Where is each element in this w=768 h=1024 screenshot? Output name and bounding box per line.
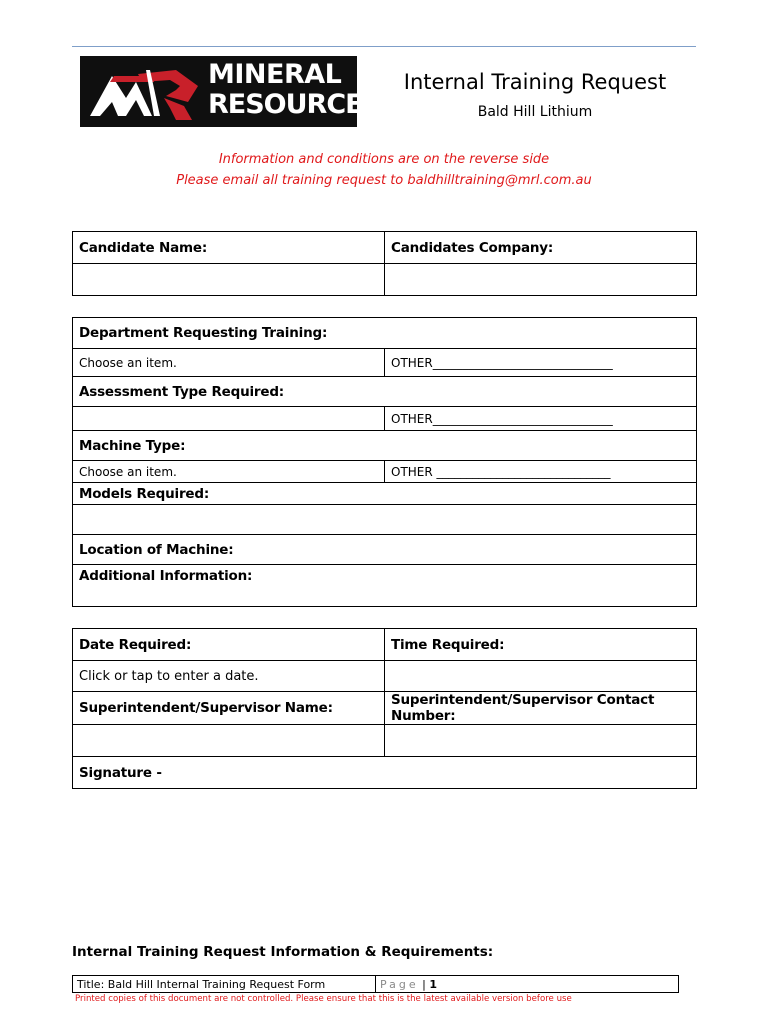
candidate-company-field[interactable] [385, 264, 697, 296]
department-other-field[interactable]: OTHER______________________________ [385, 349, 697, 377]
candidate-name-label: Candidate Name: [73, 232, 385, 264]
document-subtitle: Bald Hill Lithium [477, 104, 593, 120]
date-picker-field[interactable]: Click or tap to enter a date. [73, 661, 385, 692]
schedule-table [72, 628, 697, 789]
supervisor-contact-field[interactable] [385, 725, 697, 757]
assessment-type-field[interactable] [73, 407, 385, 431]
assessment-other-field[interactable]: OTHER______________________________ [385, 407, 697, 431]
page-word-label: Page [380, 977, 419, 991]
machine-other-field[interactable]: OTHER _____________________________ [385, 461, 697, 483]
department-dropdown[interactable]: Choose an item. [73, 349, 385, 377]
supervisor-name-field[interactable] [73, 725, 385, 757]
department-label: Department Requesting Training: [73, 318, 697, 349]
candidate-name-field[interactable] [73, 264, 385, 296]
header-rule [72, 46, 696, 47]
logo-wordmark: MINERAL RESOURCES [208, 59, 382, 120]
document-title: Internal Training Request [403, 70, 667, 94]
footer-table [72, 975, 679, 993]
supervisor-contact-label: Superintendent/Supervisor Contact Number: [385, 692, 697, 725]
footer-control-note: Printed copies of this document are not controlled. Please ensure that this is the latest available version before use [75, 994, 572, 1004]
date-required-label: Date Required: [73, 629, 385, 661]
candidate-company-label: Candidates Company: [385, 232, 697, 264]
additional-information-field[interactable]: Additional Information: [73, 565, 697, 607]
info-requirements-heading: Internal Training Request Information & Requirements: [72, 944, 494, 960]
assessment-type-label: Assessment Type Required: [73, 377, 697, 407]
time-required-field[interactable] [385, 661, 697, 692]
page-number: 1 [429, 977, 438, 991]
mineral-resources-logo [80, 56, 382, 127]
machine-type-label: Machine Type: [73, 431, 697, 461]
footer-document-title: Title: Bald Hill Internal Training Request Form [73, 976, 376, 993]
models-required-field[interactable] [73, 505, 697, 535]
notice-line-2: Please email all training request to baldhilltraining@mrl.com.au [176, 173, 592, 188]
models-required-label: Models Required: [73, 483, 697, 505]
signature-field[interactable]: Signature - [73, 757, 697, 789]
notice-line-1: Information and conditions are on the reverse side [218, 152, 550, 167]
time-required-label: Time Required: [385, 629, 697, 661]
footer-page-info [376, 976, 679, 993]
training-details-table [72, 317, 697, 607]
machine-type-dropdown[interactable]: Choose an item. [73, 461, 385, 483]
mountain-logo-icon [80, 56, 210, 127]
candidate-table [72, 231, 697, 296]
location-of-machine-field[interactable]: Location of Machine: [73, 535, 697, 565]
supervisor-name-label: Superintendent/Supervisor Name: [73, 692, 385, 725]
page-separator: | [422, 977, 426, 991]
